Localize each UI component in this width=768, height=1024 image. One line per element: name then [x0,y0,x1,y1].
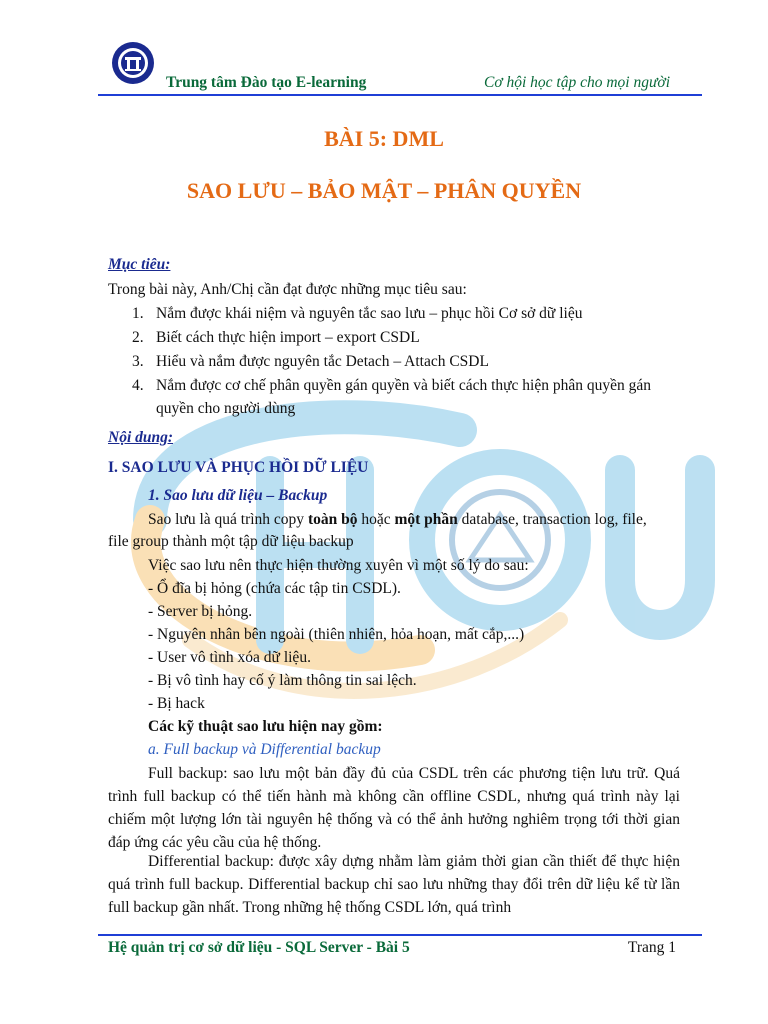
page-title: BÀI 5: DML [324,126,444,151]
differential-backup-paragraph: Differential backup: được xây dựng nhằm làm giảm thời gian cần thiết để thực hiện quá trình full backup. Differential backup chỉ sao lưu những thay đổi trên dữ liệu kể từ lần full backup gần nhất. Trong những hệ thống CSDL lớn, quá trình [108,853,680,916]
list-item: - Bị hack [148,695,205,712]
university-logo-icon [110,40,156,86]
paragraph-line: Sao lưu là quá trình copy toàn bộ hoặc một phần database, transaction log, file, [148,511,647,528]
header-right-text: Cơ hội học tập cho mọi người [483,74,670,91]
list-item: - Ổ đĩa bị hỏng (chứa các tập tin CSDL). [148,580,401,597]
paragraph-line: file group thành một tập dữ liệu backup [108,533,354,550]
subsection-heading: 1. Sao lưu dữ liệu – Backup [148,487,328,504]
list-item: - Nguyên nhân bên ngoài (thiên nhiên, hỏa hoạn, mất cắp,...) [148,626,525,643]
footer-left-text: Hệ quản trị cơ sở dữ liệu - SQL Server - Bài 5 [108,939,410,956]
list-item: - Server bị hỏng. [148,603,253,620]
objectives-heading: Mục tiêu: [108,256,171,273]
objectives-intro: Trong bài này, Anh/Chị cần đạt được những mục tiêu sau: [108,281,467,298]
full-backup-paragraph: Full backup: sao lưu một bản đầy đủ của CSDL trên các phương tiện lưu trữ. Quá trình full backup có thể tiến hành mà không cần offline CSDL, nhưng quá trình này lại chiếm một lượng lớn tài nguyên hệ thống và có thể ảnh hưởng nghiêm trọng tới thời gian đáp ứng các yêu cầu của hệ thống. [108,765,680,851]
header-left-text: Trung tâm Đào tạo E-learning [166,74,367,91]
page-subtitle: SAO LƯU – BẢO MẬT – PHÂN QUYỀN [186,178,582,203]
footer-rule [98,934,702,936]
list-item: - User vô tình xóa dữ liệu. [148,649,311,666]
reasons-intro: Việc sao lưu nên thực hiện thường xuyên vì một số lý do sau: [148,557,529,574]
content-heading: Nội dung: [108,429,174,446]
document-page: Trung tâm Đào tạo E-learning Cơ hội học tập cho mọi người BÀI 5: DML SAO LƯU – BẢO MẬT – PHÂN QUYỀN Mục tiêu: Trong bài này, Anh/Chị cần đạt được những mục tiêu sau: 1. Nắm được khái niệm và nguyên tắc sao lưu – phục hồi Cơ sở dữ liệu 2. Biết cách thực hiện import – export CSDL 3. Hiểu và nắm được nguyên tắc Detach – Attach CSDL 4. Nắm được cơ chế phân quyền gán quyền và biết cách thực hiện phân quyền gán quyền cho người dùng Nội dung: I. SAO LƯU VÀ PHỤC HỒI DỮ LIỆU 1. Sao lưu dữ liệu – Backup Sao lưu là quá trình copy toàn bộ hoặc một phần database, transaction log, file, file group thành một tập dữ liệu backup Việc sao lưu nên thực hiện thường xuyên vì một số lý do sau: - Ổ đĩa bị hỏng (chứa các tập tin CSDL). - Server bị hỏng. - Nguyên nhân bên ngoài (thiên nhiên, hỏa hoạn, mất cắp,...) - User vô tình xóa dữ liệu. - Bị vô tình hay cố ý làm thông tin sai lệch. - Bị hack Các kỹ thuật sao lưu hiện nay gồm: a. Full backup và Differential backup Full backup: sao lưu một bản đầy đủ của CSDL trên các phương tiện lưu trữ. Quá trình full backup có thể tiến hành mà không cần offline CSDL, nhưng quá trình này lại chiếm một lượng lớn tài nguyên hệ thống và có thể ảnh hưởng nghiêm trọng tới thời gian đáp ứng các yêu cầu của hệ thống. Differential backup: được xây dựng nhằm làm giảm thời gian cần thiết để thực hiện quá trình full backup. Differential backup chỉ sao lưu những thay đổi trên dữ liệu kể từ lần full backup gần nhất. Trong những hệ thống CSDL lớn, quá trình Hệ quản trị cơ sở dữ liệu - SQL Server - Bài 5 Trang 1 [0,0,768,1024]
page-number: Trang 1 [627,939,676,956]
list-item: - Bị vô tình hay cố ý làm thông tin sai lệch. [148,672,417,689]
subsection-a-heading: a. Full backup và Differential backup [148,741,381,758]
header-rule [98,94,702,96]
section-heading: I. SAO LƯU VÀ PHỤC HỒI DỮ LIỆU [108,459,369,476]
techniques-heading: Các kỹ thuật sao lưu hiện nay gồm: [148,718,383,735]
